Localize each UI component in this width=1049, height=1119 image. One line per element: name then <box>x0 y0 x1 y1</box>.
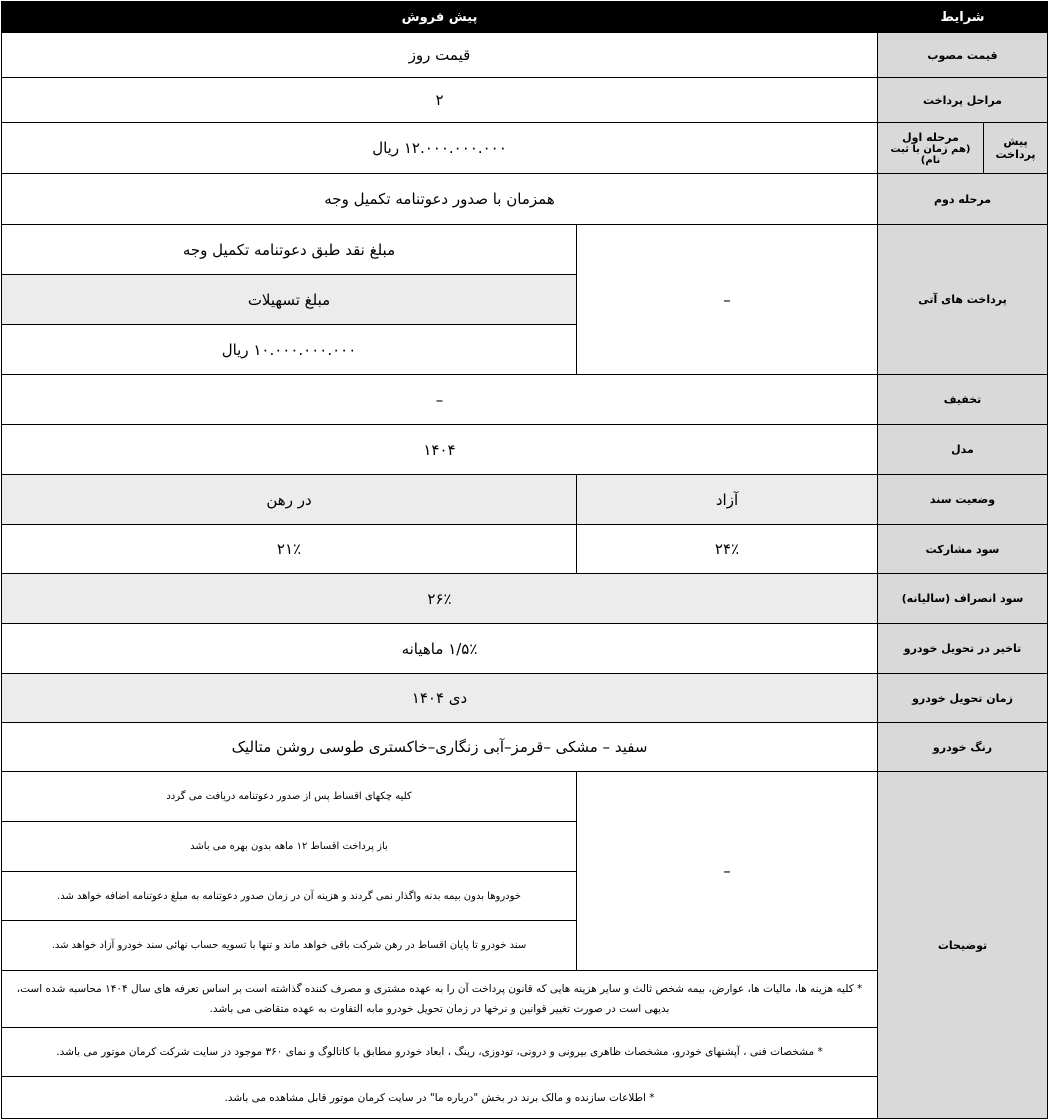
note-item: خودروها بدون بیمه بدنه واگذار نمی گردند و هزینه آن در زمان صدور دعوتنامه به مبلغ دعوتنامه اضافه خواهد شد. <box>2 872 577 921</box>
future-payments-label: پرداخت های آتی <box>878 225 1048 375</box>
note-general: * مشخصات فنی ، آپشنهای خودرو، مشخصات ظاهری بیرونی و درونی، تودوزی، رینگ ، ابعاد خودرو مطابق با کاتالوگ و نمای ۳۶۰ موجود در سایت شرکت کرمان موتور می باشد. <box>2 1028 878 1077</box>
cancel-profit-label: سود انصراف (سالیانه) <box>878 574 1048 624</box>
car-color-value: سفید – مشکی –قرمز–آبی زنگاری–خاکستری طوسی روشن متالیک <box>2 723 878 772</box>
approved-price-label: قیمت مصوب <box>878 33 1048 78</box>
prepayment-label: پیش پرداخت <box>984 123 1048 174</box>
row-stage2 <box>2 174 1048 225</box>
delivery-delay-value: ۱/۵٪ ماهیانه <box>2 624 878 674</box>
stage1-sub: (هم زمان با ثبت نام) <box>890 143 971 166</box>
future-payment-facility-amount: ۱۰.۰۰۰.۰۰۰.۰۰۰ ریال <box>2 325 577 375</box>
delivery-time-value: دی ۱۴۰۴ <box>2 674 878 723</box>
prepayment-stage1 <box>878 123 984 174</box>
doc-status-free: آزاد <box>577 475 878 525</box>
stage1-label: مرحله اول <box>902 130 959 144</box>
model-value: ۱۴۰۴ <box>2 425 878 475</box>
discount-value: – <box>2 375 878 425</box>
note-item: باز پرداخت اقساط ۱۲ ماهه بدون بهره می باشد <box>2 822 577 872</box>
model-label: مدل <box>878 425 1048 475</box>
notes-label: توضیحات <box>878 772 1048 1119</box>
row-doc-status <box>2 475 1048 525</box>
doc-status-label: وضعیت سند <box>878 475 1048 525</box>
future-payment-facility: مبلغ تسهیلات <box>2 275 577 325</box>
cancel-profit-value: ۲۶٪ <box>2 574 878 624</box>
row-future-payments-1 <box>2 225 1048 275</box>
partnership-profit-label: سود مشارکت <box>878 525 1048 574</box>
note-general: * اطلاعات سازنده و مالک برند در بخش "درباره ما" در سایت کرمان موتور قابل مشاهده می باشد. <box>2 1077 878 1119</box>
notes-dash: – <box>577 772 878 971</box>
discount-label: تخفیف <box>878 375 1048 425</box>
table-header-row <box>2 2 1048 33</box>
partnership-profit-free: ۲۴٪ <box>577 525 878 574</box>
note-item: کلیه چکهای اقساط پس از صدور دعوتنامه دریافت می گردد <box>2 772 577 822</box>
future-payment-cash: مبلغ نقد طبق دعوتنامه تکمیل وجه <box>2 225 577 275</box>
stage2-label: مرحله دوم <box>878 174 1048 225</box>
row-car-color <box>2 723 1048 772</box>
delivery-time-label: زمان تحویل خودرو <box>878 674 1048 723</box>
note-general: * کلیه هزینه ها، مالیات ها، عوارض، بیمه شخص ثالث و سایر هزینه هایی که قانون پرداخت آن را به عهده مشتری و مصرف کننده گذاشته است بر اساس تعرفه های سال ۱۴۰۴ محاسبه شده است، بدیهی است در صورت تغییر قوانین و نرخها در زمان تحویل خودرو مابه التفاوت به عهده متقاضی می باشد. <box>2 971 878 1028</box>
header-conditions: شرایط <box>878 2 1048 33</box>
delivery-delay-label: تاخیر در تحویل خودرو <box>878 624 1048 674</box>
future-payments-dash: – <box>577 225 878 375</box>
row-cancel-profit <box>2 574 1048 624</box>
car-color-label: رنگ خودرو <box>878 723 1048 772</box>
row-discount <box>2 375 1048 425</box>
row-delivery-time <box>2 674 1048 723</box>
row-partnership-profit <box>2 525 1048 574</box>
prepayment-value: ۱۲.۰۰۰.۰۰۰.۰۰۰ ریال <box>2 123 878 174</box>
row-prepayment <box>2 123 1048 174</box>
row-approved-price <box>2 33 1048 78</box>
row-model <box>2 425 1048 475</box>
approved-price-value: قیمت روز <box>2 33 878 78</box>
partnership-profit-mortgaged: ۲۱٪ <box>2 525 577 574</box>
doc-status-mortgaged: در رهن <box>2 475 577 525</box>
header-presale: پیش فروش <box>2 2 878 33</box>
payment-stages-value: ۲ <box>2 78 878 123</box>
payment-stages-label: مراحل پرداخت <box>878 78 1048 123</box>
sales-conditions-table <box>1 1 1048 1119</box>
row-delivery-delay <box>2 624 1048 674</box>
row-notes-1 <box>2 772 1048 822</box>
note-item: سند خودرو تا پایان اقساط در رهن شرکت باقی خواهد ماند و تنها با تسویه حساب نهائی سند خودرو آزاد خواهد شد. <box>2 921 577 971</box>
stage2-value: همزمان با صدور دعوتنامه تکمیل وجه <box>2 174 878 225</box>
row-payment-stages <box>2 78 1048 123</box>
